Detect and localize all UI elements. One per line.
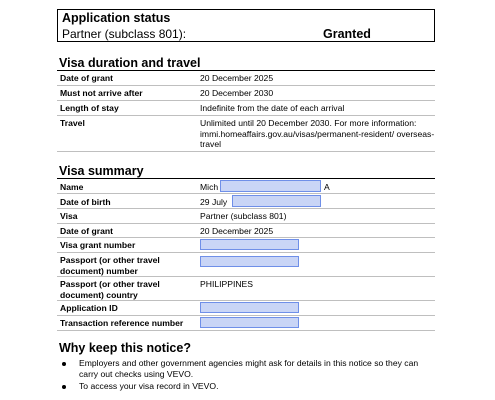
row-rule <box>57 115 435 116</box>
row-rule <box>57 237 435 238</box>
row-rule <box>57 276 435 277</box>
passport-country-label: Passport (or other travel document) country <box>60 279 160 300</box>
row-rule <box>57 208 435 209</box>
summary-date-of-grant-label: Date of grant <box>60 226 113 236</box>
row-rule <box>57 223 435 224</box>
bullet-icon <box>62 362 66 366</box>
name-value: Mich <box>200 182 219 192</box>
passport-country-value: PHILIPPINES <box>200 279 254 289</box>
date-of-grant-label: Date of grant <box>60 73 113 83</box>
notice-bullet-text: To access your visa record in VEVO. <box>79 381 219 391</box>
redacted-transaction-reference <box>200 317 299 328</box>
row-rule <box>57 193 435 194</box>
visa-summary-heading: Visa summary <box>59 164 144 178</box>
date-of-birth-value: 29 July <box>200 197 228 207</box>
visa-duration-heading: Visa duration and travel <box>59 56 201 70</box>
section-rule <box>57 178 435 179</box>
bullet-icon <box>62 385 66 389</box>
must-not-arrive-after-label: Must not arrive after <box>60 88 143 98</box>
status-value: Granted <box>323 27 371 41</box>
date-of-grant-value: 20 December 2025 <box>200 73 274 83</box>
length-of-stay-label: Length of stay <box>60 103 119 113</box>
travel-value: Unlimited until 20 December 2030. For more information: immi.homeaffairs.gov.au/visas/permanent-resident/ overseas-travel <box>200 118 435 149</box>
section-rule <box>57 70 435 71</box>
row-rule <box>57 85 435 86</box>
row-rule <box>57 315 435 316</box>
application-status-box <box>57 9 435 42</box>
travel-label: Travel <box>60 118 85 128</box>
redacted-name <box>220 180 321 192</box>
row-rule <box>57 100 435 101</box>
row-rule <box>57 300 435 301</box>
notice-bullet-text: Employers and other government agencies might ask for details in this notice so they can carry out checks using VEVO. <box>79 358 419 379</box>
redacted-date-of-birth <box>232 195 321 207</box>
redacted-visa-grant-number <box>200 239 299 250</box>
must-not-arrive-after-value: 20 December 2030 <box>200 88 274 98</box>
name-label: Name <box>60 182 84 192</box>
application-id-label: Application ID <box>60 303 118 313</box>
summary-date-of-grant-value: 20 December 2025 <box>200 226 274 236</box>
visa-value: Partner (subclass 801) <box>200 211 287 221</box>
redacted-passport-number <box>200 256 299 267</box>
visa-grant-number-label: Visa grant number <box>60 240 136 250</box>
visa-label: Visa <box>60 211 78 221</box>
why-keep-notice-heading: Why keep this notice? <box>59 341 191 355</box>
redacted-application-id <box>200 302 299 313</box>
row-rule <box>57 330 435 331</box>
name-suffix: A <box>324 182 330 192</box>
length-of-stay-value: Indefinite from the date of each arrival <box>200 103 345 113</box>
transaction-reference-label: Transaction reference number <box>60 318 184 328</box>
date-of-birth-label: Date of birth <box>60 197 111 207</box>
application-status-title: Application status <box>62 11 171 25</box>
row-rule <box>57 151 435 152</box>
passport-number-label: Passport (or other travel document) number <box>60 255 160 276</box>
visa-subclass-label: Partner (subclass 801): <box>62 27 187 41</box>
row-rule <box>57 252 435 253</box>
